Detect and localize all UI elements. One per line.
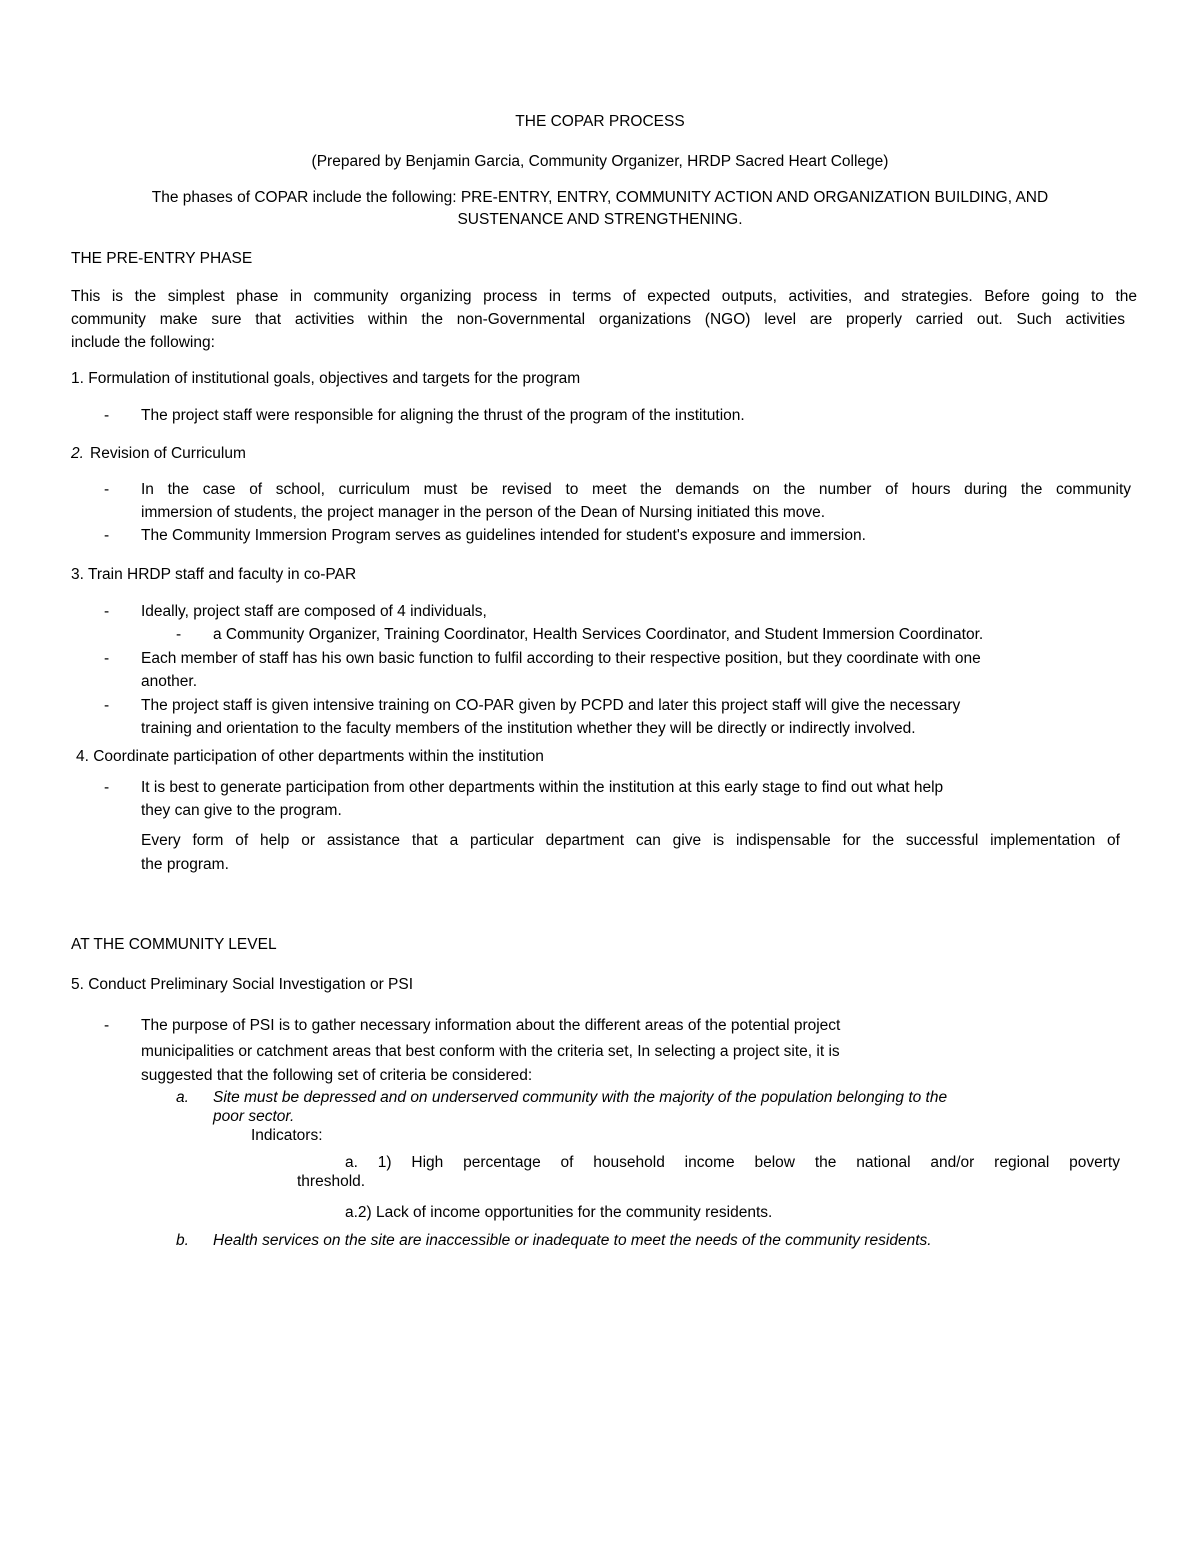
community-level-heading: AT THE COMMUNITY LEVEL [71, 936, 277, 953]
phases-intro: The phases of COPAR include the following: PRE-ENTRY, ENTRY, COMMUNITY ACTION AND ORGANIZATION BUILDING, AND [151, 189, 1049, 206]
item-3-bullet-2: Each member of staff has his own basic function to fulfil according to their respective position, but they coordinate with one [141, 650, 981, 667]
indicator-a2: a.2) Lack of income opportunities for the community residents. [345, 1204, 773, 1221]
bullet-dash: - [104, 527, 110, 544]
item-5-heading: 5. Conduct Preliminary Social Investigation or PSI [71, 976, 414, 993]
bullet-dash: - [104, 779, 110, 796]
item-4-bullet-1-cont: they can give to the program. [141, 802, 342, 819]
bullet-dash: - [104, 481, 110, 498]
document-title: THE COPAR PROCESS [515, 113, 685, 130]
criteria-a-text: Site must be depressed and on underserved community with the majority of the population belonging to the [213, 1089, 948, 1106]
sub-bullet-dash: - [176, 626, 182, 643]
item-5-bullet-1-cont: municipalities or catchment areas that best conform with the criteria set, In selecting a project site, it is [141, 1043, 840, 1060]
phases-intro-cont: SUSTENANCE AND STRENGTHENING. [457, 211, 743, 228]
item-2-bullet-1: In the case of school, curriculum must be revised to meet the demands on the number of hours during the community [141, 481, 1131, 498]
item-3-bullet-3-cont: training and orientation to the faculty members of the institution whether they will be directly or indirectly involved. [141, 720, 916, 737]
item-2-bullet-1-cont: immersion of students, the project manager in the person of the Dean of Nursing initiated this move. [141, 504, 826, 521]
indicators-label: Indicators: [251, 1127, 323, 1144]
item-5-bullet-1-cont-2: suggested that the following set of criteria be considered: [141, 1067, 533, 1084]
item-3-bullet-1: Ideally, project staff are composed of 4 individuals, [141, 603, 487, 620]
pre-entry-paragraph-2: community make sure that activities within the non-Governmental organizations (NGO) level are properly carried out. Such activities [71, 311, 1125, 328]
item-1-bullet: The project staff were responsible for aligning the thrust of the program of the institution. [141, 407, 745, 424]
bullet-dash: - [104, 1017, 110, 1034]
indicator-a1: a. 1) High percentage of household income below the national and/or regional poverty [345, 1154, 1120, 1171]
item-1-heading: 1. Formulation of institutional goals, objectives and targets for the program [71, 370, 581, 387]
item-4-paragraph-cont: the program. [141, 856, 229, 873]
prepared-by: (Prepared by Benjamin Garcia, Community Organizer, HRDP Sacred Heart College) [311, 153, 889, 170]
indicator-a1-cont: threshold. [297, 1173, 366, 1190]
item-5-bullet-1: The purpose of PSI is to gather necessary information about the different areas of the potential project [141, 1017, 841, 1034]
criteria-b-label: b. [176, 1232, 189, 1249]
item-4-bullet-1: It is best to generate participation from other departments within the institution at this early stage to find out what help [141, 779, 944, 796]
item-2-heading: Revision of Curriculum [90, 445, 246, 462]
item-2-number: 2. [71, 445, 84, 462]
item-3-bullet-3: The project staff is given intensive training on CO-PAR given by PCPD and later this project staff will give the necessary [141, 697, 961, 714]
bullet-dash: - [104, 407, 110, 424]
pre-entry-paragraph: This is the simplest phase in community organizing process in terms of expected outputs, activities, and strategies. Before going to the [71, 288, 1137, 305]
criteria-a-label: a. [176, 1089, 189, 1106]
pre-entry-paragraph-3: include the following: [71, 334, 215, 351]
bullet-dash: - [104, 603, 110, 620]
item-3-bullet-2-cont: another. [141, 673, 198, 690]
pre-entry-heading: THE PRE-ENTRY PHASE [71, 250, 253, 267]
bullet-dash: - [104, 650, 110, 667]
criteria-a-text-cont: poor sector. [213, 1108, 295, 1125]
bullet-dash: - [104, 697, 110, 714]
item-4-heading: 4. Coordinate participation of other departments within the institution [76, 748, 544, 765]
criteria-b-text: Health services on the site are inaccessible or inadequate to meet the needs of the community residents. [213, 1232, 932, 1249]
item-2-bullet-2: The Community Immersion Program serves as guidelines intended for student's exposure and immersion. [141, 527, 866, 544]
item-4-paragraph: Every form of help or assistance that a particular department can give is indispensable for the successful implementation of [141, 832, 1120, 849]
item-3-sub-bullet: a Community Organizer, Training Coordinator, Health Services Coordinator, and Student Immersion Coordinator. [213, 626, 984, 643]
item-3-heading: 3. Train HRDP staff and faculty in co-PAR [71, 566, 357, 583]
